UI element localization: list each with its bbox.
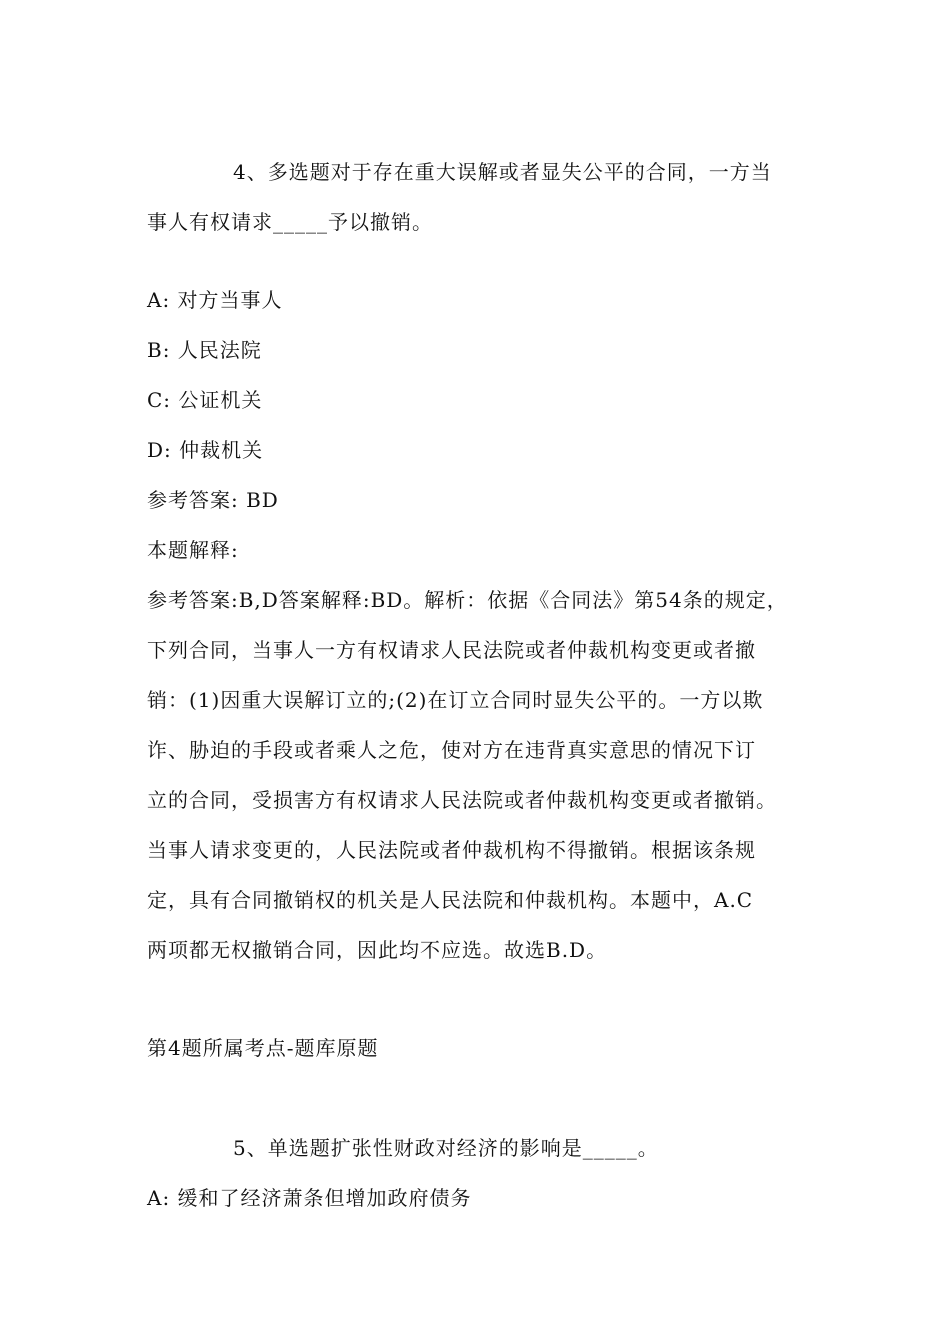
explanation-line: 参考答案:B,D答案解释:BD。解析：依据《合同法》第54条的规定，: [147, 588, 788, 612]
question-4-answer: 参考答案: BD: [147, 488, 279, 512]
explanation-line: 两项都无权撤销合同，因此均不应选。故选B.D。: [147, 938, 608, 962]
explanation-line: 立的合同，受损害方有权请求人民法院或者仲裁机构变更或者撤销。: [147, 788, 777, 812]
question-4-stem-line-1: 4、多选题对于存在重大误解或者显失公平的合同，一方当: [233, 160, 772, 184]
question-4-option-d: D: 仲裁机关: [147, 438, 264, 462]
question-4-option-c: C: 公证机关: [147, 388, 263, 412]
question-5-stem: 5、单选题扩张性财政对经济的影响是_____。: [233, 1136, 659, 1160]
explanation-line: 当事人请求变更的，人民法院或者仲裁机构不得撤销。根据该条规: [147, 838, 756, 862]
question-4-option-b: B: 人民法院: [147, 338, 262, 362]
question-4-option-a: A: 对方当事人: [147, 288, 283, 312]
explanation-line: 下列合同，当事人一方有权请求人民法院或者仲裁机构变更或者撤: [147, 638, 756, 662]
question-5-option-a: A: 缓和了经济萧条但增加政府债务: [147, 1186, 472, 1210]
question-4-stem-line-2: 事人有权请求_____予以撤销。: [147, 210, 433, 234]
explanation-line: 定，具有合同撤销权的机关是人民法院和仲裁机构。本题中，A.C: [147, 888, 754, 912]
question-4-knowledge-point: 第4题所属考点-题库原题: [147, 1036, 379, 1060]
question-4-explanation-title: 本题解释:: [147, 538, 239, 562]
explanation-line: 诈、胁迫的手段或者乘人之危，使对方在违背真实意思的情况下订: [147, 738, 756, 762]
explanation-line: 销：(1)因重大误解订立的;(2)在订立合同时显失公平的。一方以欺: [147, 688, 764, 712]
